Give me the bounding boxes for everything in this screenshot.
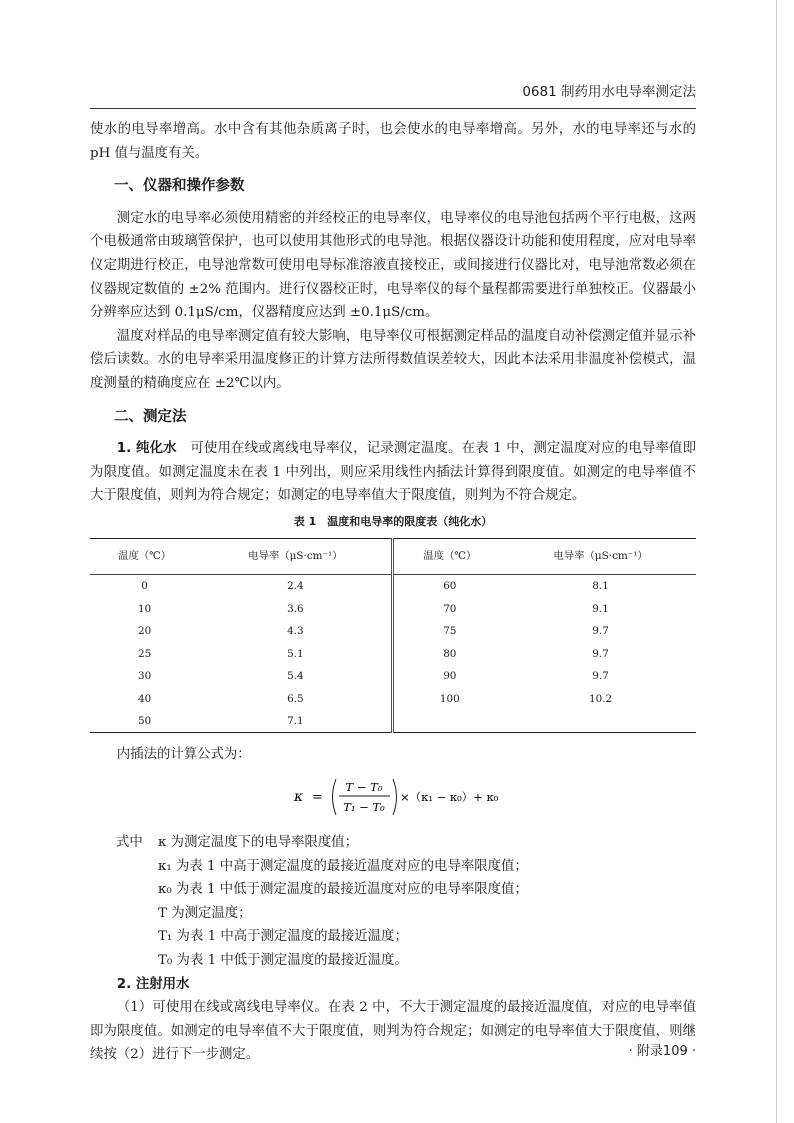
definition-text: κ 为测定温度下的电导率限度值； — [158, 835, 359, 850]
table-cell — [393, 710, 505, 733]
formula-left-paren — [333, 779, 337, 815]
instrument-paragraph-2: 温度对样品的电导率测定值有较大影响，电导率仪可根据测定样品的温度自动补偿测定值并显示补偿后读数。水的电导率采用温度修正的计算方法所得数值误差较大，因此本法采用非温度补偿模式，温度测量的精确度应在 ±2℃以内。 — [90, 328, 696, 391]
table-cell: 40 — [137, 692, 152, 705]
formula-kappa: κ — [294, 789, 304, 805]
table-row — [90, 665, 696, 688]
limits-table — [90, 538, 696, 734]
injection-water-heading — [90, 973, 696, 997]
formula-right-paren — [393, 779, 397, 815]
interpolation-formula — [90, 767, 696, 827]
definition-row — [90, 949, 696, 973]
page-edge-rule — [776, 0, 777, 1123]
table-cell: 9.7 — [592, 647, 609, 660]
purified-water-paragraph — [90, 437, 696, 508]
formula-equals: = — [312, 790, 323, 805]
section-heading-instrument: 一、仪器和操作参数 — [114, 178, 245, 195]
table-cell: 9.7 — [592, 625, 609, 638]
table-cell: 3.6 — [199, 597, 393, 620]
table1-caption: 表 1 温度和电导率的限度表（纯化水） — [293, 514, 493, 528]
formula-intro: 内插法的计算公式为： — [116, 747, 251, 763]
section-heading-method: 二、测定法 — [114, 408, 187, 425]
table-cell: 80 — [443, 647, 457, 660]
table-cell: 25 — [137, 647, 152, 660]
formula-tail: ×（κ₁ − κ₀）+ κ₀ — [400, 790, 499, 804]
table-cell: 20 — [137, 625, 152, 638]
table-cell: 70 — [443, 602, 457, 615]
table-row — [90, 710, 696, 733]
header-title: 0681 制药用水电导率测定法 — [522, 84, 696, 100]
table-cell: 0 — [141, 580, 148, 593]
header-cond-left: 电导率（μS·cm⁻¹） — [199, 538, 393, 574]
table-header-row — [90, 538, 696, 574]
definition-row — [90, 855, 696, 879]
instrument-paragraph-1: 测定水的电导率必须使用精密的并经校正的电导率仪，电导率仪的电导池包括两个平行电极，这两个电极通常由玻璃管保护，也可以使用其他形式的电导池。根据仪器设计功能和使用程度，应对电导率仪定期进行校正，电导池常数可使用电导标准溶液直接校正，或间接进行仪器比对，电导池常数必须在仪器规定数值的 ±2% 范围内。进行仪器校正时，电导率仪的每个量程都需要进行单独校正。仪器最小分辨率应达到 0.1μS/cm，仪器精度应达到 ±0.1μS/cm。 — [90, 210, 696, 321]
table-cell: 6.5 — [199, 687, 393, 710]
table-cell: 50 — [137, 715, 152, 728]
table-cell: 90 — [443, 670, 457, 683]
table-row — [90, 620, 696, 643]
definition-text: κ₁ 为表 1 中高于测定温度的最接近温度对应的电导率限度值； — [158, 858, 528, 874]
definition-row — [90, 925, 696, 949]
table-row — [90, 642, 696, 665]
table-cell: 4.3 — [199, 620, 393, 643]
definition-row — [90, 831, 696, 855]
definition-lead: 式中 — [116, 835, 143, 850]
definition-text: T₀ 为表 1 中低于测定温度的最接近温度。 — [158, 952, 408, 968]
table-cell: 30 — [137, 670, 152, 683]
header-cond-right: 电导率（μS·cm⁻¹） — [505, 538, 696, 574]
table-cell: 7.1 — [199, 710, 393, 733]
table-cell: 9.1 — [592, 602, 609, 615]
definition-row — [90, 902, 696, 926]
table-cell: 2.4 — [199, 574, 393, 597]
purified-water-text: 可使用在线或离线电导率仪，记录测定温度。在表 1 中，测定温度对应的电导率值即为限度值。如测定温度未在表 1 中列出，则应采用线性内插法计算得到限度值。如测定的电导率值不大于限度值，则判为符合规定；如测定的电导率值大于限度值，则判为不符合规定。 — [90, 441, 697, 504]
table-cell — [505, 710, 696, 733]
page-number: · 附录109 · — [628, 1044, 696, 1059]
formula-graphic — [290, 771, 550, 823]
table-cell: 5.4 — [199, 665, 393, 688]
running-header — [90, 78, 696, 109]
injection-water-paragraph: （1）可使用在线或离线电导率仪。在表 2 中，不大于测定温度的最接近温度值，对应的电导率值即为限度值。如测定的电导率值不大于限度值，则判为符合规定；如测定的电导率值大于限度值，则继续按（2）进行下一步测定。 — [90, 1000, 696, 1063]
purified-water-label: 1. 纯化水 — [116, 441, 177, 457]
table-cell: 100 — [439, 692, 460, 705]
table-cell: 8.1 — [592, 580, 609, 593]
table-row — [90, 574, 696, 597]
table-cell: 75 — [443, 625, 457, 638]
definition-text: T₁ 为表 1 中高于测定温度的最接近温度； — [158, 929, 408, 945]
definition-row — [90, 878, 696, 902]
formula-denominator: T₁ − T₀ — [343, 800, 385, 814]
formula-numerator: T − T₀ — [345, 780, 383, 794]
definition-text: T 为测定温度； — [158, 905, 252, 921]
table-cell: 60 — [443, 580, 457, 593]
table-row — [90, 687, 696, 710]
table-cell: 10.2 — [589, 692, 613, 705]
header-temp-left: 温度（℃） — [90, 538, 199, 574]
table-cell: 5.1 — [199, 642, 393, 665]
variable-definitions — [90, 831, 696, 973]
table-row — [90, 597, 696, 620]
injection-water-label: 2. 注射用水 — [116, 976, 190, 992]
table-cell: 9.7 — [592, 670, 609, 683]
header-temp-right: 温度（℃） — [393, 538, 505, 574]
intro-paragraph: 使水的电导率增高。水中含有其他杂质离子时，也会使水的电导率增高。另外，水的电导率还与水的 pH 值与温度有关。 — [90, 122, 696, 161]
table-cell: 10 — [137, 602, 152, 615]
definition-text: κ₀ 为表 1 中低于测定温度的最接近温度对应的电导率限度值； — [158, 882, 528, 898]
page-body — [90, 118, 696, 1067]
